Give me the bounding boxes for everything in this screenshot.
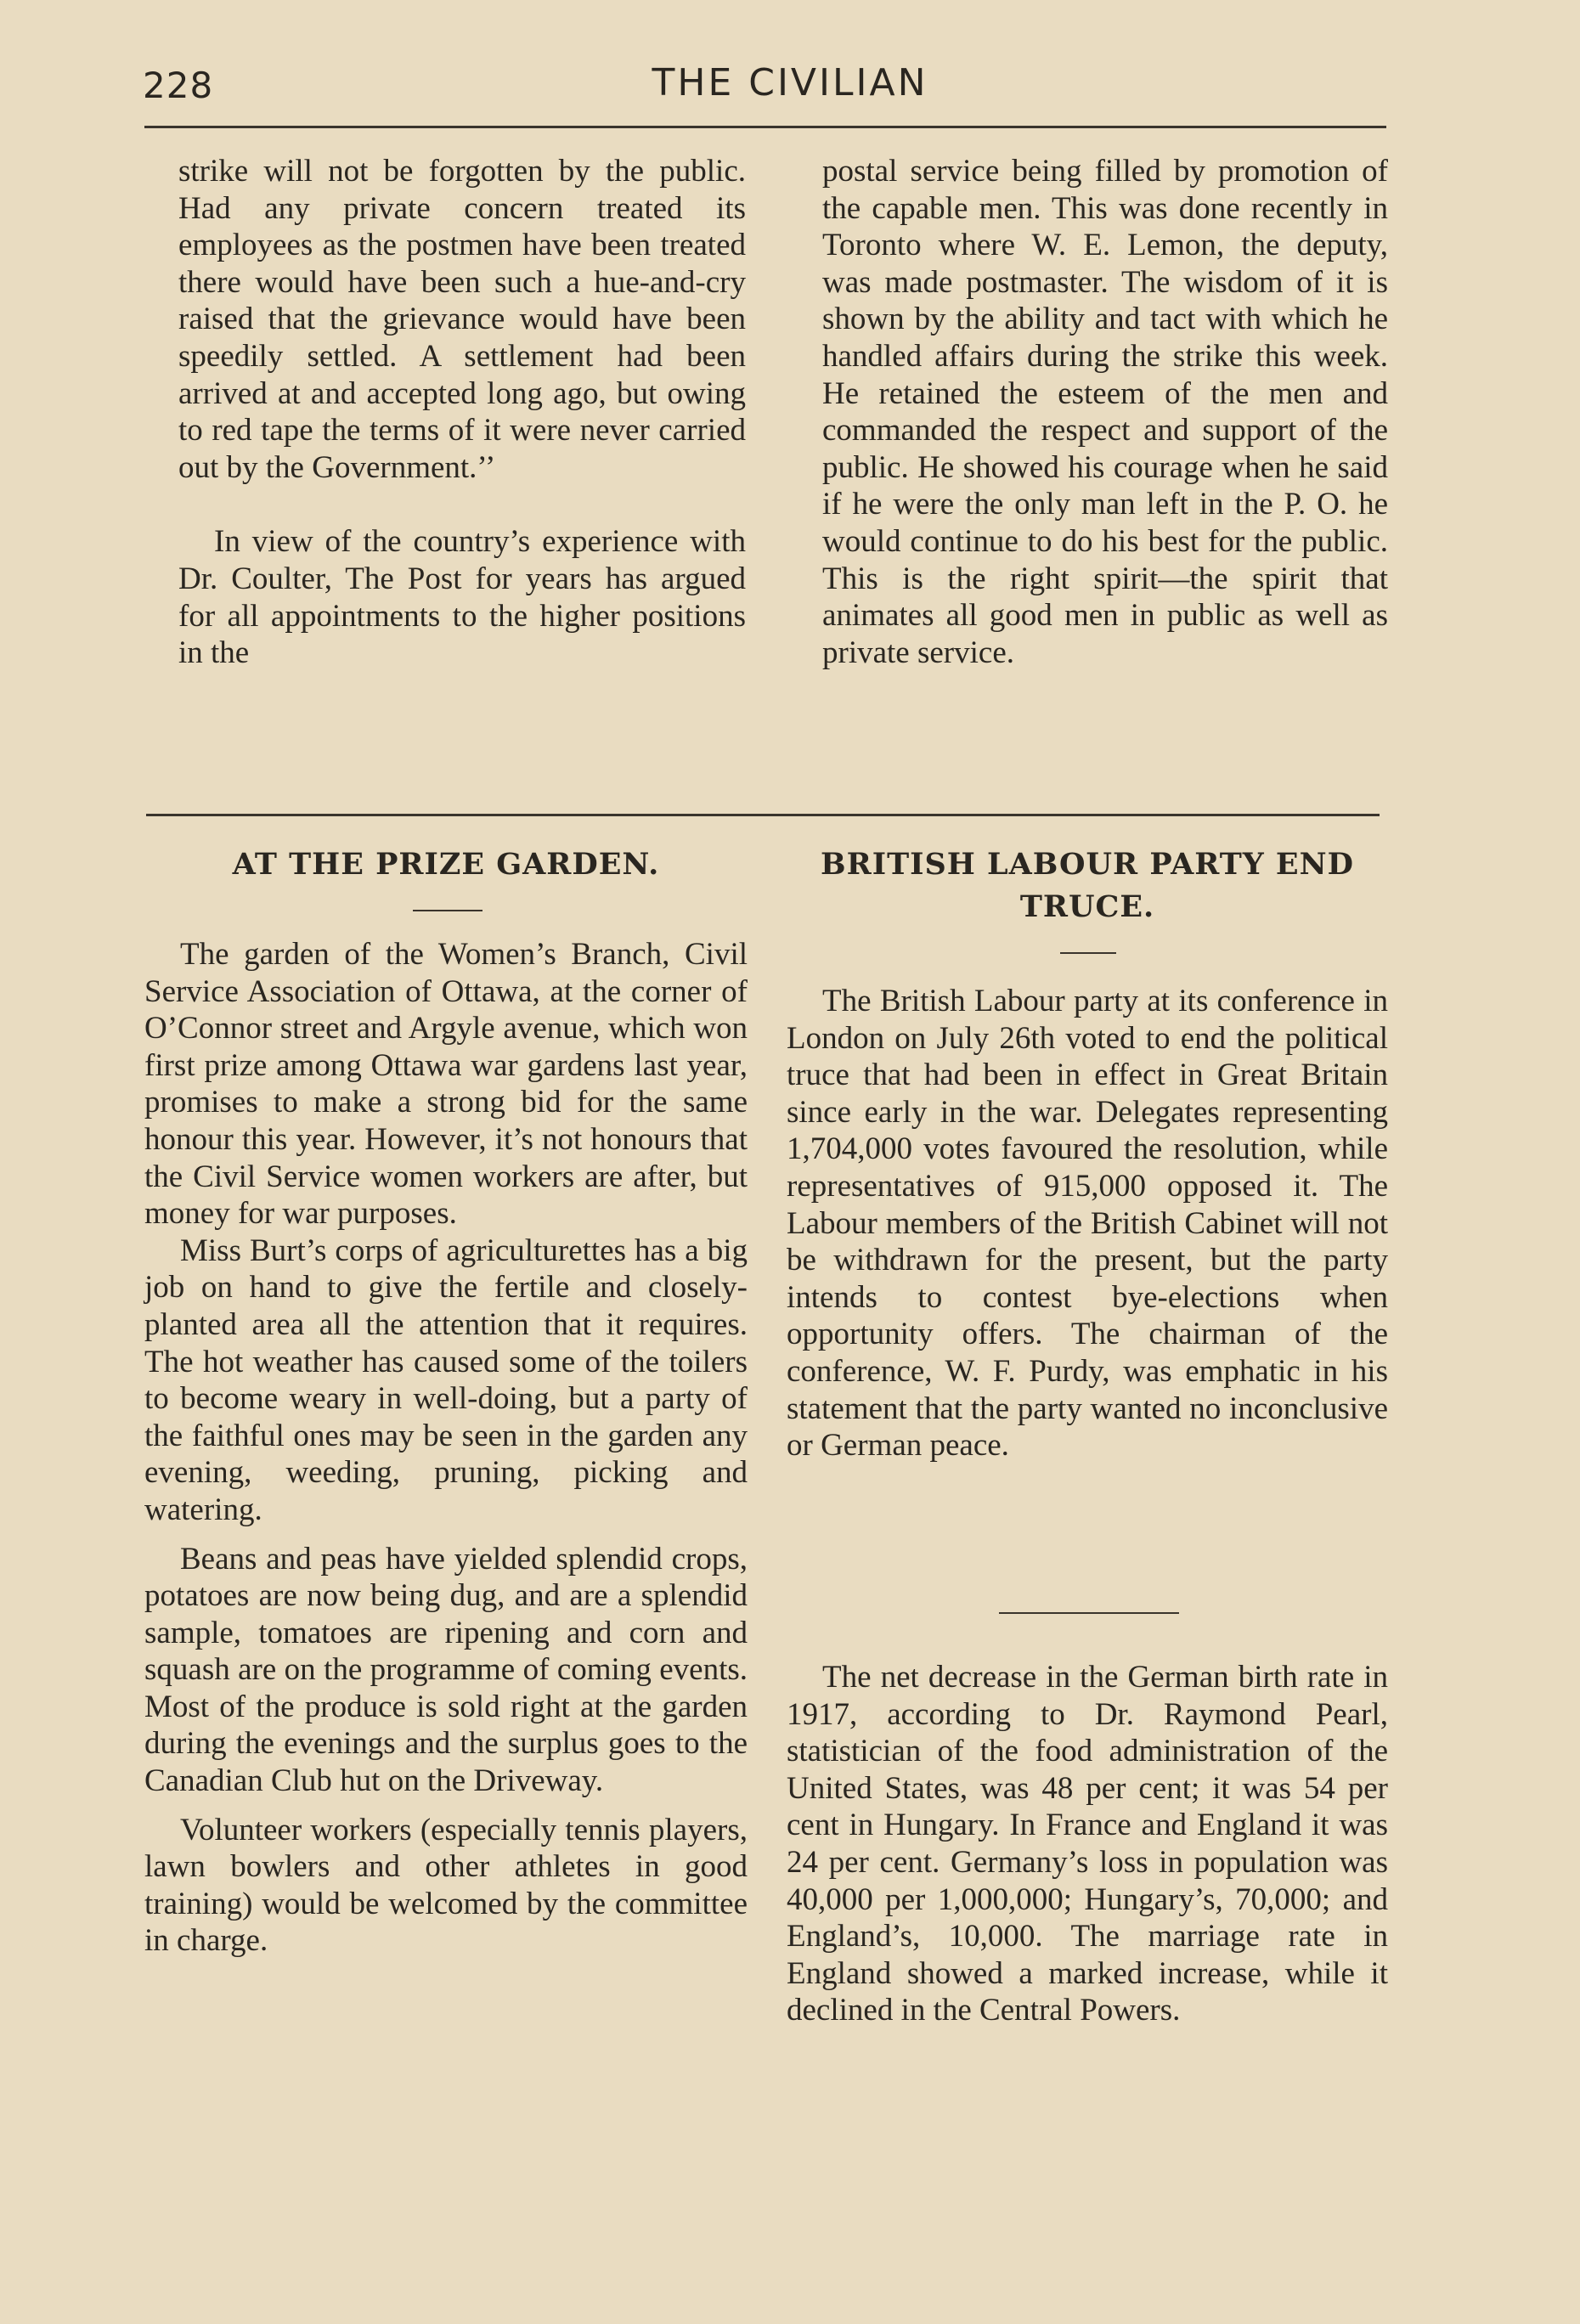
running-head: THE CIVILIAN [652, 61, 928, 104]
header-rule [144, 126, 1386, 128]
labour-party-heading [787, 843, 1388, 928]
birth-rate-article [787, 1659, 1388, 2029]
top-right-column [822, 153, 1388, 671]
page-number: 228 [143, 65, 214, 106]
prize-garden-article [144, 936, 748, 1960]
heading-divider [1060, 952, 1116, 954]
paragraph: The garden of the Women’s Branch, Civil Service Association of Ottawa, at the corner of O’Connor street and Argyle avenue, which won first prize among Ottawa war gardens last year, promises to make a strong bid for the same honour this year. However, it’s not honours that the Civil Service women workers are after, but money for war purposes. [144, 937, 748, 1232]
prize-garden-heading: AT THE PRIZE GARDEN. [232, 847, 660, 882]
heading-divider [413, 910, 482, 911]
paragraph: postal service being filled by promotion of the capable men. This was done recently in Toronto where W. E. Lemon, the deputy, was made postmaster. The wisdom of it is shown by the ability and tact with which he handled affairs during the strike this week. He retained the esteem of the men and commanded the respect and support of the public. He showed his courage when he said if he were the only man left in the P. O. he would continue to do his best for the public. This is the right spirit—the spirit that animates all good men in public as well as private service. [822, 154, 1388, 670]
paragraph: The net decrease in the German birth rate in 1917, according to Dr. Raymond Pearl, statistician of the food administration of the United States, was 48 per cent; it was 54 per cent in Hungary. In France and England it was 24 per cent. Germany’s loss in population was 40,000 per 1,000,000; Hungary’s, 70,000; and England’s, 10,000. The marriage rate in England showed a marked increase, while it declined in the Central Powers. [787, 1660, 1388, 2028]
paragraph: Volunteer workers (especially tennis players, lawn bowlers and other athletes in good training) would be welcomed by the committee in charge. [144, 1812, 748, 1959]
top-left-column [178, 153, 746, 672]
paragraph: Beans and peas have yielded splendid crops, potatoes are now being dug, and are a splendid sample, tomatoes are ripening and corn and squash are on the programme of coming events. Most of the produce is sold right at the garden during the evenings and the surplus goes to the Canadian Club hut on the Driveway. [144, 1541, 748, 1799]
paragraph: strike will not be forgotten by the public. Had any private concern treated its employees as the postmen have been treated there would have been such a hue-and-cry raised that the grievance would have been speedily settled. A settlement had been arrived at and accepted long ago, but owing to red tape the terms of it were never carried out by the Government.’’ [178, 154, 746, 485]
heading-line: TRUCE. [1019, 889, 1155, 924]
paragraph: Miss Burt’s corps of agriculturettes has a big job on hand to give the fertile and closely-planted area all the attention that it requires. The hot weather has caused some of the toilers to become weary in well-doing, but a party of the faithful ones may be seen in the garden any evening, weeding, pruning, picking and watering. [144, 1233, 748, 1527]
heading-line: BRITISH LABOUR PARTY END [821, 847, 1354, 882]
paragraph: The British Labour party at its conference in London on July 26th voted to end the political truce that had been in effect in Great Britain since early in the war. Delegates representing 1,704,000 votes favoured the resolution, while representatives of 915,000 opposed it. The Labour members of the British Cabinet will not be withdrawn for the present, but the party intends to contest bye-elections when opportunity offers. The chairman of the conference, W. F. Purdy, was emphatic in his statement that the party wanted no inconclusive or German peace. [787, 984, 1388, 1464]
labour-party-article [787, 983, 1388, 1464]
paragraph: In view of the country’s experience with Dr. Coulter, The Post for years has argued for all appointments to the higher positions in the [178, 524, 746, 671]
section-rule [146, 814, 1380, 816]
article-divider [999, 1612, 1179, 1614]
